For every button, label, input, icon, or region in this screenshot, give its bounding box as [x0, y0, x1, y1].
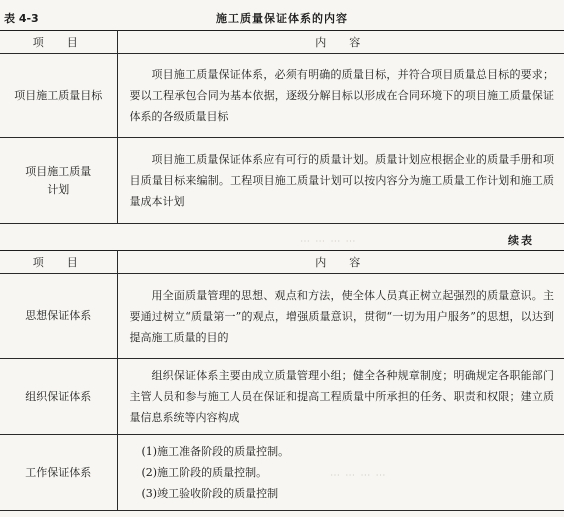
row-item-label: 思想保证体系: [25, 309, 92, 322]
row-content-text: 组织保证体系主要由成立质量管理小组；健全各种规章制度；明确规定各职能部门主管人员和参与施工人员在保证和提高工程质量中所承担的任务、职责和权限；建立质量信息系统等内容构成: [129, 369, 554, 424]
row-item-cell: [0, 359, 117, 435]
row-item-cell: [0, 274, 117, 359]
row-item-label: 项目施工质量目标: [14, 88, 103, 102]
table-row: [0, 435, 564, 511]
header-item: 项 目: [0, 251, 117, 274]
list-item: (3)竣工验收阶段的质量控制: [141, 487, 279, 500]
row-content-cell: [117, 274, 564, 359]
list-item: (1)施工准备阶段的质量控制。: [141, 445, 290, 458]
header-item: 项 目: [0, 31, 117, 54]
table-number: 表 4-3: [4, 12, 39, 25]
row-content-list: [118, 437, 564, 508]
row-item-cell: [0, 54, 117, 138]
row-item-label: 组织保证体系: [25, 389, 92, 403]
quality-table-part2: [0, 250, 564, 511]
header-content: 内 容: [117, 31, 564, 54]
bleed-through-mark: ⋯ ⋯ ⋯ ⋯: [300, 236, 357, 247]
table-row: [0, 274, 564, 359]
row-item-label: 项目施工质量计划: [25, 164, 92, 196]
row-content-text: 项目施工质量保证体系，必须有明确的质量目标，并符合项目质量总目标的要求；要以工程承包合同为基本依据，逐级分解目标以形成在合同环境下的项目施工质量保证体系的各级质量目标: [129, 68, 554, 123]
row-content-cell: [117, 359, 564, 435]
row-content-cell: [117, 435, 564, 511]
bleed-through-mark: ⋯ ⋯ ⋯ ⋯: [330, 470, 387, 481]
table-row: [0, 138, 564, 224]
table-title: 施工质量保证体系的内容: [216, 12, 348, 25]
table-header-row: [0, 31, 564, 54]
row-content-cell: [117, 54, 564, 138]
row-content-text: 用全面质量管理的思想、观点和方法，使全体人员真正树立起强烈的质量意识。主要通过树立“质量第一”的观点，增强质量意识，贯彻“一切为用户服务”的思想，以达到提高施工质量的目的: [129, 288, 554, 344]
row-item-label: 工作保证体系: [25, 465, 92, 479]
row-item-cell: [0, 435, 117, 511]
table-caption: [4, 10, 560, 26]
table-row: [0, 359, 564, 435]
table-row: [0, 54, 564, 138]
row-content-cell: [117, 138, 564, 224]
header-content: 内 容: [117, 251, 564, 274]
row-content-text: 项目施工质量保证体系应有可行的质量计划。质量计划应根据企业的质量手册和项目质量目标来编制。工程项目施工质量计划可以按内容分为施工质量工作计划和施工质量成本计划: [129, 153, 554, 208]
quality-table-part1: [0, 30, 564, 224]
continued-label: 续表: [508, 234, 534, 247]
list-item: (2)施工阶段的质量控制。: [141, 466, 268, 479]
table-header-row: [0, 251, 564, 274]
row-item-cell: [0, 138, 117, 224]
